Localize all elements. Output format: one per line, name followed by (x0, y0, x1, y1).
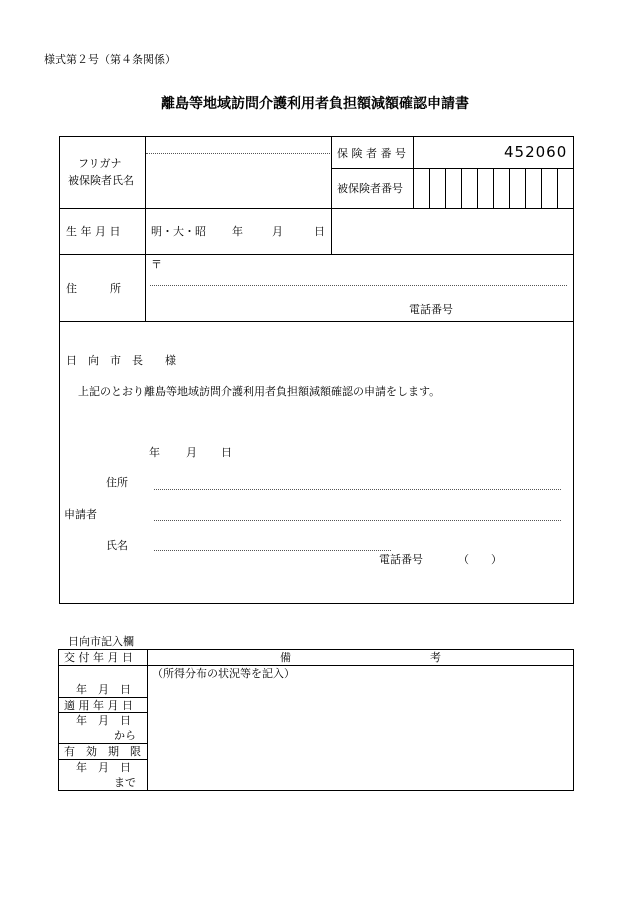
application-month-unit: 月 (186, 446, 197, 459)
digit-cell (525, 168, 526, 208)
row-divider (58, 743, 147, 744)
digit-cell (541, 168, 542, 208)
page-title: 離島等地域訪問介護利用者負担額減額確認申請書 (161, 96, 469, 112)
postal-mark: 〒 (151, 258, 162, 271)
application-year-unit: 年 (149, 446, 160, 459)
address-input-line[interactable] (150, 285, 567, 286)
remarks-note: （所得分布の状況等を記入） (152, 667, 295, 680)
insurer-number-label: 保 険 者 番 号 (337, 147, 406, 160)
application-form (59, 136, 574, 604)
digit-cell (461, 168, 462, 208)
applicant-phone-parens: （ ） (458, 553, 502, 566)
address-label: 住 所 (66, 282, 121, 295)
col-divider (331, 136, 332, 254)
addressee: 日 向 市 長 様 (66, 354, 176, 367)
digit-cell (493, 168, 494, 208)
insurer-number-value: 452060 (504, 143, 568, 161)
office-section-label: 日向市記入欄 (68, 635, 134, 648)
issue-date-label: 交 付 年 月 日 (64, 651, 133, 664)
row-divider (331, 168, 574, 169)
applicant-name-line[interactable] (154, 550, 391, 551)
apply-from: から (114, 729, 136, 742)
validity-label: 有 効 期 限 (64, 745, 141, 758)
applicant-label: 申請者 (64, 508, 97, 521)
insured-number-label: 被保険者番号 (337, 182, 403, 195)
digit-cell (477, 168, 478, 208)
row-divider (58, 665, 574, 666)
application-day-unit: 日 (221, 446, 232, 459)
apply-date-value[interactable]: 年 月 日 (76, 714, 131, 727)
validity-value[interactable]: 年 月 日 (76, 761, 131, 774)
row-divider (59, 254, 574, 255)
birth-month-unit: 月 (272, 225, 283, 238)
row-divider (59, 208, 574, 209)
row-divider (59, 321, 574, 322)
birth-year-unit: 年 (232, 225, 243, 238)
applicant-phone-label: 電話番号 (379, 553, 423, 566)
row-divider (58, 697, 147, 698)
apply-date-label: 適 用 年 月 日 (64, 699, 133, 712)
remarks-label-2: 考 (430, 651, 441, 664)
col-divider (413, 136, 414, 208)
applicant-extra-line[interactable] (154, 520, 561, 521)
applicant-name-label: 氏名 (106, 539, 128, 552)
validity-until: まで (114, 776, 136, 789)
digit-cell (557, 168, 558, 208)
application-statement: 上記のとおり離島等地域訪問介護利用者負担額減額確認の申請をします。 (78, 385, 441, 398)
row-divider (58, 759, 147, 760)
applicant-address-line[interactable] (154, 489, 561, 490)
issue-date-value[interactable]: 年 月 日 (76, 683, 131, 696)
remarks-label-1: 備 (280, 651, 291, 664)
birth-date-label: 生 年 月 日 (66, 225, 121, 238)
digit-cell (429, 168, 430, 208)
form-number: 様式第２号（第４条関係） (44, 53, 176, 66)
col-divider (145, 136, 146, 321)
col-divider (147, 649, 148, 791)
birth-day-unit: 日 (314, 225, 325, 238)
furigana-divider (146, 153, 330, 154)
row-divider (58, 712, 147, 713)
insured-name-label: 被保険者氏名 (68, 174, 134, 187)
birth-era-options[interactable]: 明・大・昭 (151, 225, 206, 238)
address-phone-label: 電話番号 (409, 303, 453, 316)
applicant-address-label: 住所 (106, 476, 128, 489)
furigana-label: フリガナ (78, 157, 122, 170)
office-use-table (58, 649, 574, 791)
digit-cell (445, 168, 446, 208)
digit-cell (509, 168, 510, 208)
